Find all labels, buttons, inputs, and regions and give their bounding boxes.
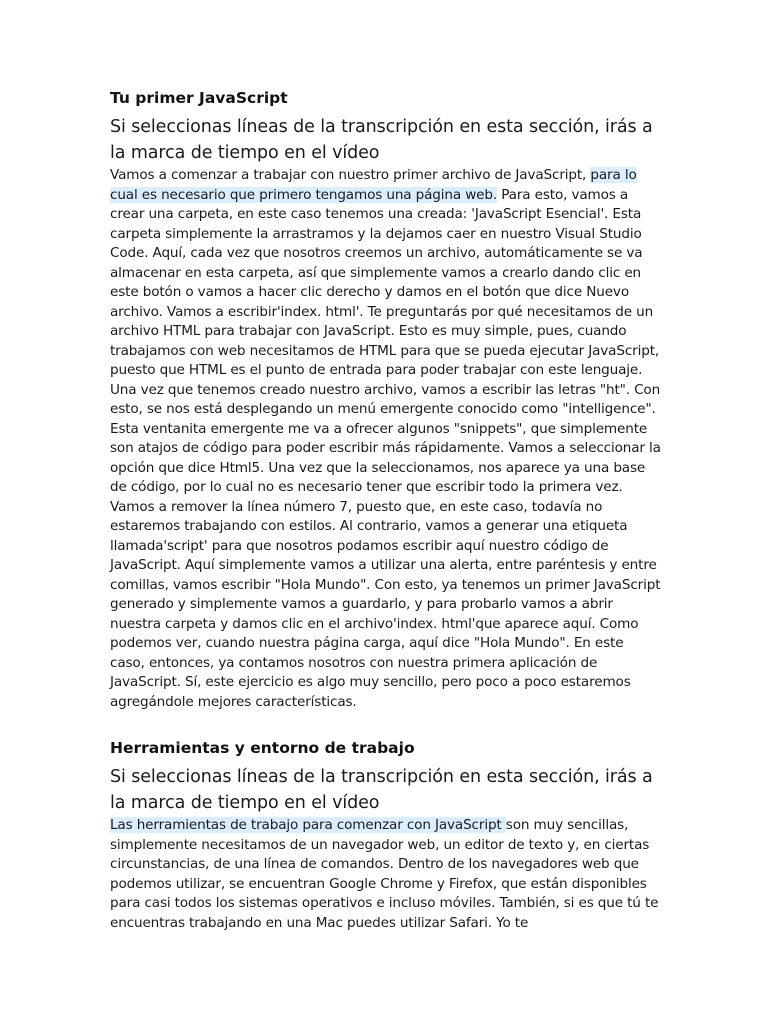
section-title: Tu primer JavaScript: [110, 89, 288, 107]
transcript-text[interactable]: Para esto, vamos a crear una carpeta, en este caso tenemos una creada: 'JavaScript Esencial'. Esta carpeta simplemente la arrastramos y la dejamos caer en nuestro Visual Studio Code. Aquí, cada vez que nosotros creemos un archivo, automáticamente se va almacenar en esta carpeta, así que simplemente vamos a crearlo dando clic en este botón o vamos a hacer clic derecho y damos en el botón que dice Nuevo archivo. Vamos a escribir'index. html'. Te preguntarás por qué necesitamos de un archivo HTML para trabajar con JavaScript. Esto es muy simple, pues, cuando trabajamos con web necesitamos de HTML para que se pueda ejecutar JavaScript, puesto que HTML es el punto de entrada para poder trabajar con este lenguaje. Una vez que tenemos creado nuestro archivo, vamos a escribir las letras "ht". Con esto, se nos está desplegando un menú emergente conocido como "intelligence". Esta ventanita emergente me va a ofrecer algunos "snippets", que simplemente son atajos de código para poder escribir más rápidamente. Vamos a seleccionar la opción que dice Html5. Una vez que la seleccionamos, nos aparece ya una base de código, por lo cual no es necesario tener que escribir todo la primera vez. Vamos a remover la línea número 7, puesto que, en este caso, todavía no estaremos trabajando con estilos. Al contrario, vamos a generar una etiqueta llamada'script' para que nosotros podamos escribir aquí nuestro código de JavaScript. Aquí simplemente vamos a utilizar una alerta, entre paréntesis y entre comillas, vamos escribir "Hola Mundo". Con esto, ya tenemos un primer JavaScript generado y simplemente vamos a guardarlo, y para probarlo vamos a abrir nuestra carpeta y damos clic en el archivo'index. html'que aparece aquí. Como podemos ver, cuando nuestra página carga, aquí dice "Hola Mundo". En este caso, entonces, ya contamos nosotros con nuestra primera aplicación de JavaScript. Sí, este ejercicio es algo muy sencillo, pero poco a poco estaremos agregándole mejores características.: [110, 186, 661, 710]
transcript-highlight[interactable]: para lo cual es necesario que primero tengamos una página web.: [110, 167, 637, 203]
section-title: Herramientas y entorno de trabajo: [110, 739, 415, 757]
section-instruction: Si seleccionas líneas de la transcripción en esta sección, irás a la marca de tiempo en el vídeo: [110, 767, 653, 813]
transcript-highlight[interactable]: Las herramientas de trabajo para comenzar con JavaScript: [110, 817, 506, 833]
section-herramientas: [110, 736, 662, 933]
transcript-text[interactable]: Vamos a comenzar a trabajar con nuestro primer archivo de JavaScript,: [110, 167, 591, 183]
section-instruction: Si seleccionas líneas de la transcripción en esta sección, irás a la marca de tiempo en el vídeo: [110, 117, 653, 163]
transcript-paragraph[interactable]: [110, 166, 662, 712]
transcript-page: [110, 86, 662, 933]
section-tu-primer-javascript: [110, 86, 662, 712]
transcript-paragraph[interactable]: [110, 816, 662, 933]
transcript-text[interactable]: son muy sencillas, simplemente necesitamos de un navegador web, un editor de texto y, en ciertas circunstancias, de una línea de comandos. Dentro de los navegadores web que podemos utilizar, se encuentran Google Chrome y Firefox, que están disponibles para casi todos los sistemas operativos e incluso móviles. También, si es que tú te encuentras trabajando en una Mac puedes utilizar Safari. Yo te: [110, 817, 659, 931]
